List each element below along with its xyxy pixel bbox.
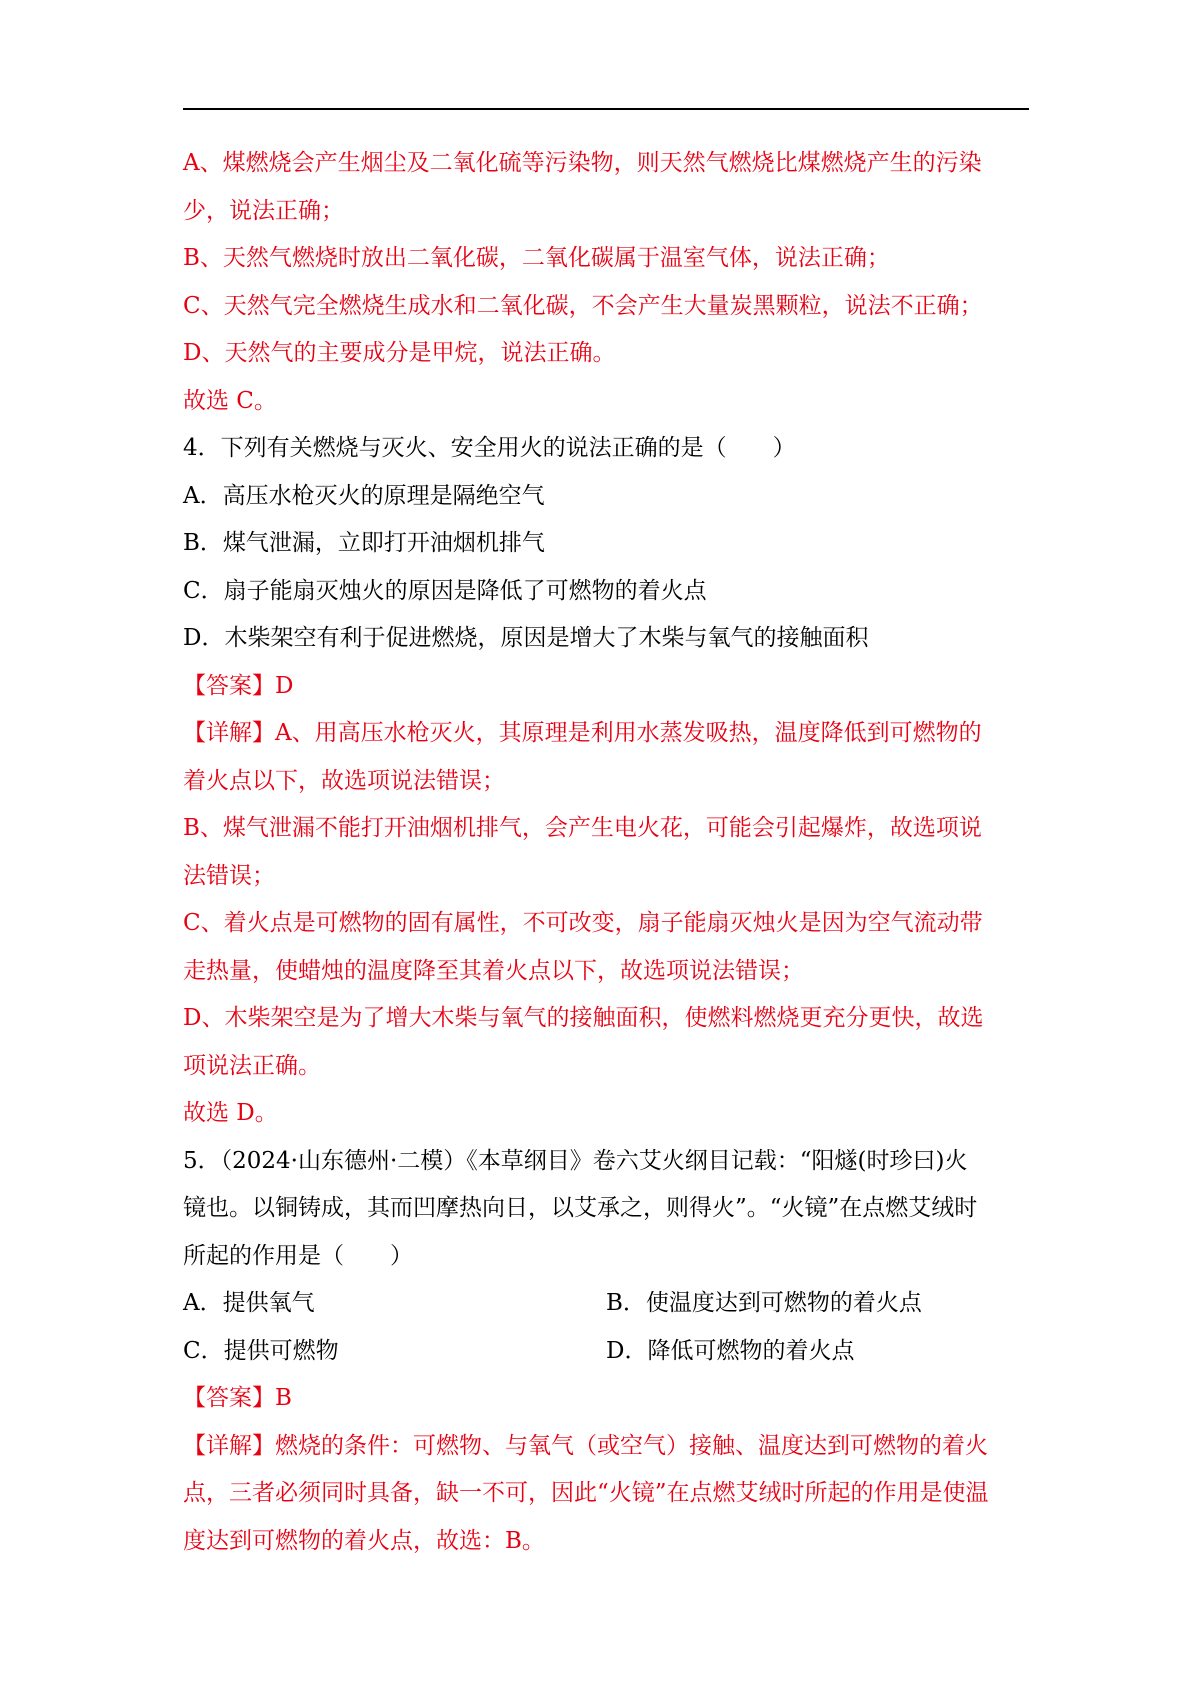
question-4-detail-a-line1 <box>183 710 1029 758</box>
answer-tag: 【答案】 <box>183 672 275 699</box>
answer-letter: D <box>275 672 294 699</box>
question-5-answer <box>183 1375 1029 1423</box>
document-body <box>183 140 1029 1565</box>
question-5-detail-line2: 点，三者必须同时具备，缺一不可，因此“火镜”在点燃艾绒时所起的作用是使温 <box>183 1480 989 1506</box>
explanation-3-conclusion: 故选 C。 <box>183 387 277 414</box>
question-5-option-c: C．提供可燃物 <box>183 1337 339 1364</box>
answer-letter: B <box>275 1385 292 1411</box>
question-4-detail-b-line2: 法错误； <box>183 862 275 889</box>
question-5-stem-line3: 所起的作用是（ ） <box>183 1242 413 1269</box>
question-4-answer <box>183 663 1029 711</box>
explanation-3-option-b: B、天然气燃烧时放出二氧化碳，二氧化碳属于温室气体，说法正确； <box>183 245 890 271</box>
question-4-option-a: A．高压水枪灭火的原理是隔绝空气 <box>183 482 545 509</box>
explanation-3-option-c: C、天然气完全燃烧生成水和二氧化碳，不会产生大量炭黑颗粒，说法不正确； <box>183 292 983 319</box>
question-5-option-b: B．使温度达到可燃物的着火点 <box>606 1290 922 1316</box>
question-5-options-row2 <box>183 1328 1029 1376</box>
question-4-option-b: B．煤气泄漏，立即打开油烟机排气 <box>183 530 545 556</box>
question-4-detail-b-line1: B、煤气泄漏不能打开油烟机排气，会产生电火花，可能会引起爆炸，故选项说 <box>183 815 982 841</box>
detail-text: 燃烧的条件：可燃物、与氧气（或空气）接触、温度达到可燃物的着火 <box>275 1432 988 1459</box>
explanation-3-option-a-line1: A、煤燃烧会产生烟尘及二氧化硫等污染物，则天然气燃烧比煤燃烧产生的污染 <box>183 150 982 176</box>
question-5-stem-line2: 镜也。以铜铸成，其而凹摩热向日，以艾承之，则得火”。“火镜”在点燃艾绒时 <box>183 1195 978 1221</box>
question-4-detail-d-line2: 项说法正确。 <box>183 1052 321 1079</box>
question-4-stem: 4．下列有关燃烧与灭火、安全用火的说法正确的是（ ） <box>183 435 796 461</box>
explanation-3-option-d: D、天然气的主要成分是甲烷，说法正确。 <box>183 340 616 366</box>
question-4-detail-d-line1: D、木柴架空是为了增大木柴与氧气的接触面积，使燃料燃烧更充分更快，故选 <box>183 1005 984 1031</box>
question-5-option-d: D．降低可燃物的着火点 <box>606 1337 855 1364</box>
answer-tag: 【答案】 <box>183 1385 275 1411</box>
question-4-detail-c-line2: 走热量，使蜡烛的温度降至其着火点以下，故选项说法错误； <box>183 957 804 984</box>
question-5-stem-line1: 5．（2024·山东德州·二模）《本草纲目》卷六艾火纲目记载：“阳燧(时珍曰)火 <box>183 1147 968 1174</box>
question-5-detail-line1 <box>183 1423 1029 1471</box>
question-4-conclusion: 故选 D。 <box>183 1100 278 1126</box>
question-4-detail-a-line2: 着火点以下，故选项说法错误； <box>183 767 505 794</box>
question-4-option-d: D．木柴架空有利于促进燃烧，原因是增大了木柴与氧气的接触面积 <box>183 625 869 651</box>
header-rule <box>183 108 1029 110</box>
detail-tag: 【详解】 <box>183 1432 275 1459</box>
question-5-option-a: A．提供氧气 <box>183 1290 315 1316</box>
question-5-options-row1 <box>183 1280 1029 1328</box>
question-4-option-c: C．扇子能扇灭烛火的原因是降低了可燃物的着火点 <box>183 577 707 604</box>
detail-text: A、用高压水枪灭火，其原理是利用水蒸发吸热，温度降低到可燃物的 <box>275 720 982 746</box>
explanation-3-option-a-line2: 少，说法正确； <box>183 197 344 224</box>
question-5-detail-line3: 度达到可燃物的着火点，故选：B。 <box>183 1527 545 1554</box>
question-4-detail-c-line1: C、着火点是可燃物的固有属性，不可改变，扇子能扇灭烛火是因为空气流动带 <box>183 910 983 936</box>
detail-tag: 【详解】 <box>183 720 275 746</box>
